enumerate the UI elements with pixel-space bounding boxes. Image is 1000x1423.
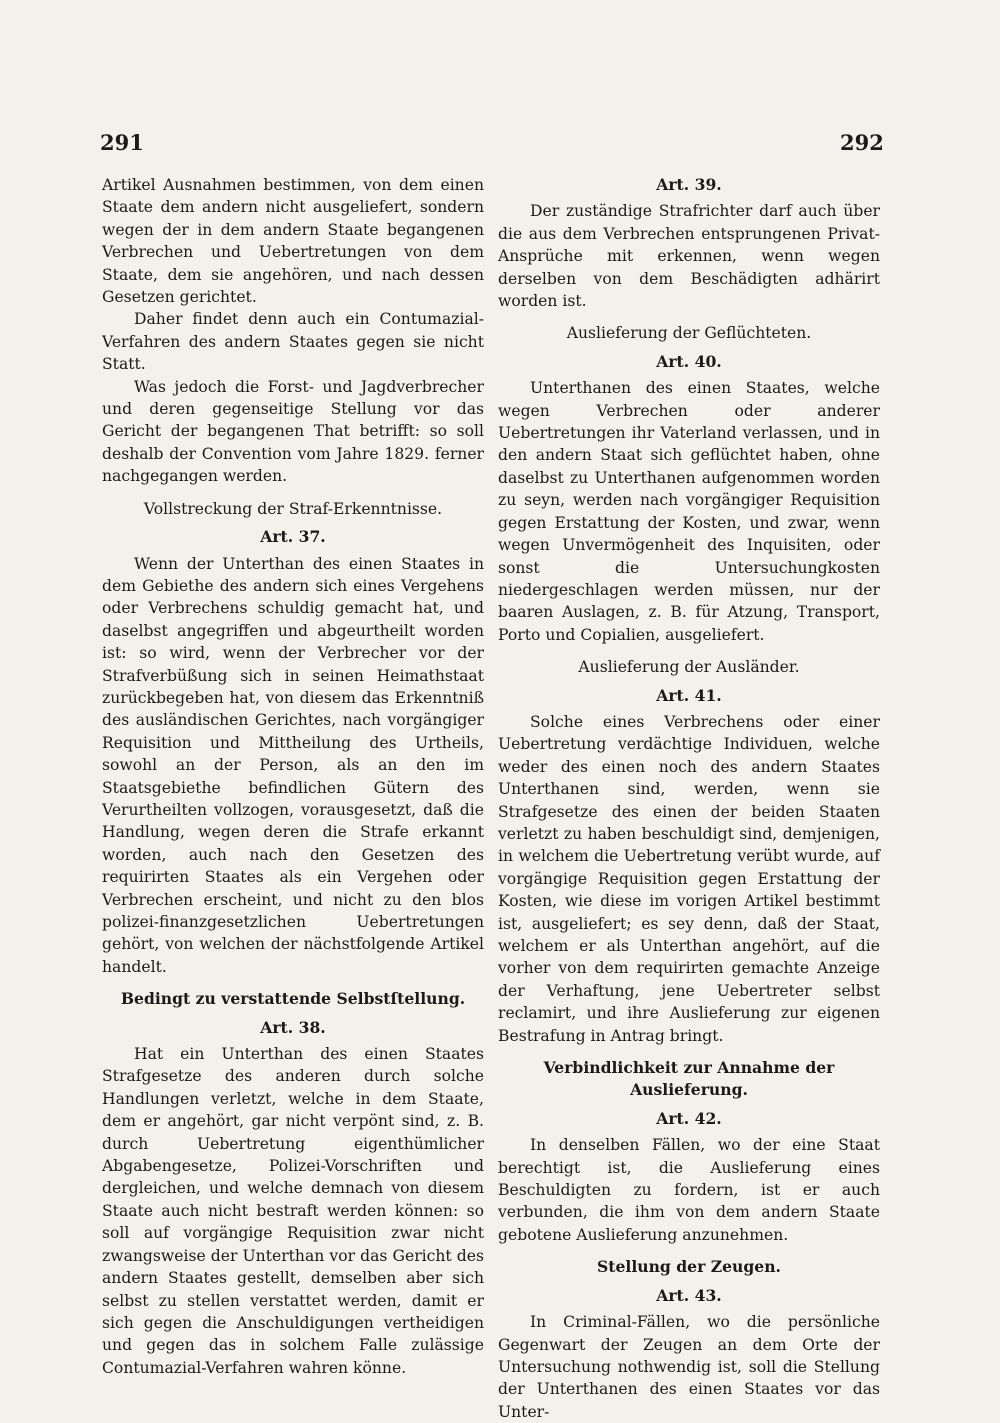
- left-paragraph-3: Was jedoch die Forst- und Jagdverbrecher und deren gegenseitige Stellung vor das Gericht der begangenen That betrifft: so soll deshalb der Convention vom Jahre 1829. ferner nachgegangen werden.: [102, 377, 484, 486]
- article-41-label: Art. 41.: [656, 685, 722, 705]
- section-heading-acceptance: Verbindlichkeit zur Annahme der Auslieferung.: [543, 1058, 835, 1100]
- section-heading-foreigners: Auslieferung der Ausländer.: [578, 658, 800, 677]
- section-heading-fugitives: Auslieferung der Geflüchteten.: [566, 324, 812, 343]
- left-paragraph-5: Hat ein Unterthan des einen Staates Strafgesetze des anderen durch solche Handlungen verletzt, welche in dem Staate, dem er angehört, gar nicht verpönt sind, z. B. durch Uebertretung eigenthümlicher Abgabengesetze, Polizei-Vorschriften und dergleichen, und welche demnach von diesem Staate auch nicht bestraft werden können: so soll auf vorgängige Requisition zwar nicht zwangsweise der Unterthan vor das Gericht des andern Staates gestellt, demselben aber sich selbst zu stellen verstattet werden, damit er sich gegen die Anschuldigungen vertheidigen und gegen das in solchem Falle zulässige Contumazial-Verfahren wahren könne.: [102, 1045, 484, 1377]
- section-heading-witnesses: Stellung der Zeugen.: [597, 1257, 781, 1277]
- left-column: [102, 174, 484, 1379]
- right-paragraph-4: In denselben Fällen, wo der eine Staat berechtigt ist, die Auslieferung eines Beschuldigten zu fordern, ist er auch verbunden, die ihm von dem andern Staate gebotene Auslieferung anzunehmen.: [498, 1136, 880, 1244]
- page-number-right: 292: [840, 130, 884, 155]
- right-paragraph-5: In Criminal-Fällen, wo die persönliche Gegenwart der Zeugen an dem Orte der Untersuchung nothwendig ist, soll die Stellung der Unterthanen des einen Staates vor das Unter-: [498, 1313, 880, 1421]
- article-43-label: Art. 43.: [656, 1285, 722, 1305]
- article-38-label: Art. 38.: [260, 1017, 326, 1037]
- left-paragraph-1: Artikel Ausnahmen bestimmen, von dem einen Staate dem andern nicht ausgeliefert, sondern wegen der in dem andern Staate begangenen Verbrechen und Uebertretungen von dem Staate, dem sie angehören, und nach dessen Gesetzen gerichtet.: [102, 176, 484, 307]
- page-number-left: 291: [100, 130, 144, 155]
- article-42-label: Art. 42.: [656, 1108, 722, 1128]
- article-39-label: Art. 39.: [656, 175, 722, 194]
- right-column: [498, 174, 880, 1423]
- right-paragraph-1: Der zuständige Strafrichter darf auch über die aus dem Verbrechen entsprungenen Privat-Ansprüche mit erkennen, wenn wegen derselben von dem Beschädigten adhärirt worden ist.: [498, 202, 880, 311]
- section-heading-execution: Vollstreckung der Straf-Erkenntnisse.: [143, 499, 443, 518]
- article-40-label: Art. 40.: [656, 351, 722, 371]
- article-37-label: Art. 37.: [260, 527, 326, 547]
- left-paragraph-2: Daher findet denn auch ein Contumazial-Verfahren des andern Staates gegen sie nicht Statt.: [102, 310, 484, 374]
- right-paragraph-2: Unterthanen des einen Staates, welche wegen Verbrechen oder anderer Uebertretungen ihr Vaterland verlassen, und in den andern Staat sich geflüchtet haben, ohne daselbst zu Unterthanen aufgenommen worden zu seyn, werden nach vorgängiger Requisition gegen Erstattung der Kosten, und zwar, wenn wegen Unvermögenheit des Inquisiten, oder sonst die Untersuchungkosten niedergeschlagen werden müssen, nur der baaren Auslagen, z. B. für Atzung, Transport, Porto und Copialien, ausgeliefert.: [498, 379, 880, 644]
- left-paragraph-4: Wenn der Unterthan des einen Staates in dem Gebiethe des andern sich eines Vergehens oder Verbrechens schuldig gemacht hat, und daselbst angegriffen und abgeurtheilt worden ist: so wird, wenn der Verbrecher vor der Strafverbüßung sich in seinen Heimathstaat zurückbegeben hat, von diesem das Erkenntniß des ausländischen Gerichtes, nach vorgängiger Requisition und Mittheilung des Urtheils, sowohl an der Person, als an den im Staatsgebiethe befindlichen Gütern des Verurtheilten vollzogen, vorausgesetzt, daß die Handlung, wegen deren die Strafe erkannt worden, auch nach den Gesetzen des requirirten Staates als ein Vergehen oder Verbrechen erscheint, und nicht zu den blos polizei-finanzgesetzlichen Uebertretungen gehört, von welchen der nächstfolgende Artikel handelt.: [102, 554, 484, 976]
- section-heading-self-surrender: Bedingt zu verstattende Selbstſtellung.: [120, 989, 466, 1009]
- right-paragraph-3: Solche eines Verbrechens oder einer Uebertretung verdächtige Individuen, welche weder des einen noch des andern Staates Unterthanen sind, werden, wenn sie Strafgesetze des einen der beiden Staaten verletzt zu haben beschuldigt sind, demjenigen, in welchem die Uebertretung verübt wurde, auf vorgängige Requisition gegen Erstattung der Kosten, wie diese im vorigen Artikel bestimmt ist, ausgeliefert; es sey denn, daß der Staat, welchem er als Unterthan angehört, auf die vorher von dem requirirten gemachte Anzeige der Verhaftung, jene Uebertreter selbst reclamirt, und ihre Auslieferung zur eigenen Bestrafung in Antrag bringt.: [498, 712, 880, 1045]
